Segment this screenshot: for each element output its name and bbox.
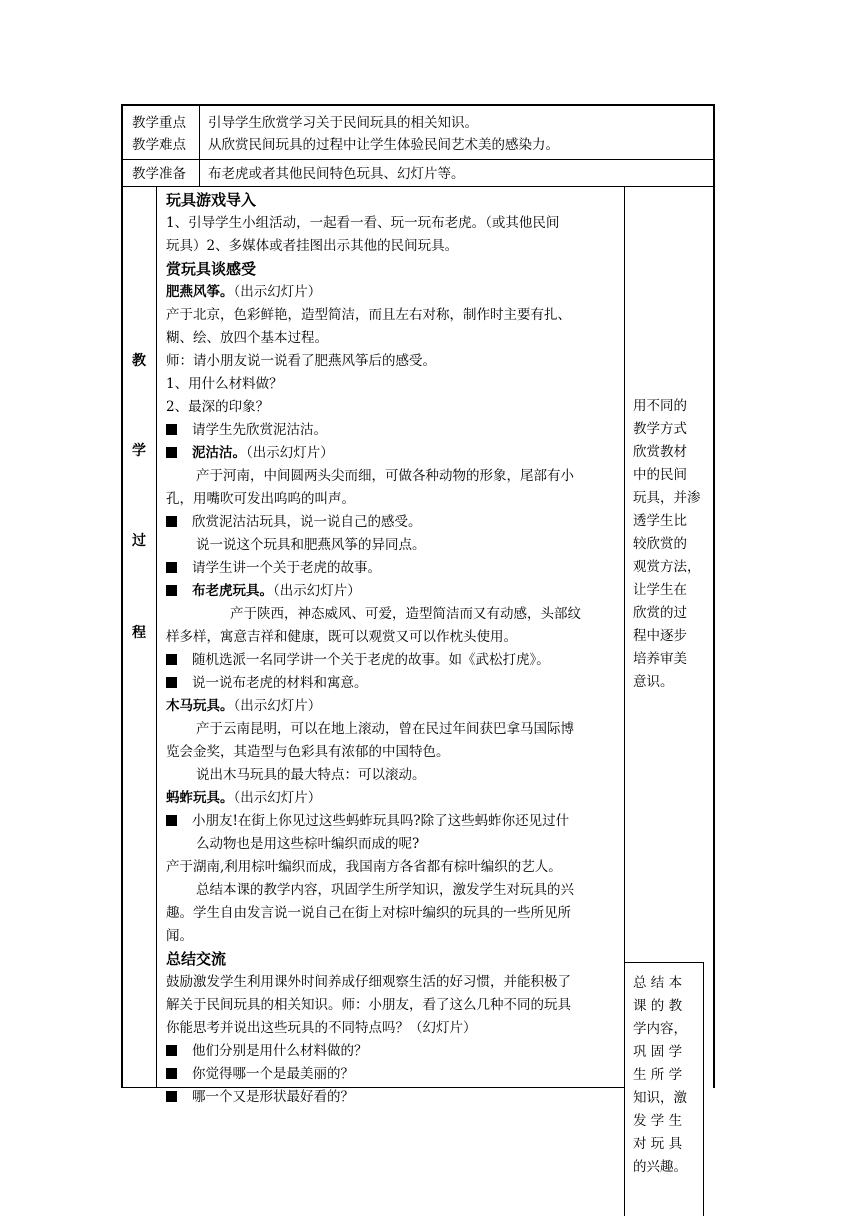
horse-line-3: 说出木马玩具的最大特点：可以滚动。	[196, 767, 426, 783]
note-line: 的兴趣。	[633, 1159, 687, 1175]
bullet-square-icon	[166, 1045, 177, 1056]
note-line: 较欣赏的	[633, 536, 687, 552]
kite-note: （出示幻灯片）	[233, 284, 322, 300]
note2-box-left	[624, 962, 625, 1216]
process-label-char-3: 过	[132, 533, 146, 549]
section1-line-2: 玩具）2、多媒体或者挂图出示其他的民间玩具。	[166, 238, 459, 254]
teacher-ask: 师：请小朋友说一说看了肥燕风筝后的感受。	[166, 353, 436, 369]
table-top-border	[121, 104, 715, 106]
bullet-square-icon	[166, 1068, 177, 1079]
process-label-char-1: 教	[132, 353, 146, 369]
grasshopper-line: 产于湖南,利用棕叶编织而成，我国南方各省都有棕叶编织的艺人。	[166, 859, 562, 875]
note-line: 用不同的	[633, 398, 687, 414]
bullet-item-10	[166, 1063, 354, 1085]
bullet-item-6	[166, 649, 550, 671]
section3-line-2: 解关于民间玩具的相关知识。师：小朋友，看了这么几种不同的玩具	[166, 997, 571, 1013]
summary-line-1: 总结本课的教学内容，巩固学生所学知识，激发学生对玩具的兴	[196, 882, 574, 898]
summary-line-2: 趣。学生自由发言说一说自己在街上对棕叶编织的玩具的一些所见所	[166, 905, 571, 921]
notes-column-divider	[624, 186, 625, 962]
grasshopper-note: （出示幻灯片）	[233, 790, 322, 806]
note-line: 程中逐步	[633, 628, 687, 644]
kite-line-2: 糊、绘、放四个基本过程。	[166, 330, 328, 346]
prep-text: 布老虎或者其他民间特色玩具、幻灯片等。	[208, 166, 465, 182]
question-1: 1、用什么材料做？	[166, 376, 283, 392]
bullet-square-icon	[166, 585, 177, 596]
bullet-square-icon	[166, 654, 177, 665]
table-right-border	[713, 104, 715, 1088]
note-line: 让学生在	[633, 582, 687, 598]
bullet-square-icon	[166, 677, 177, 688]
clay-note: （出示幻灯片）	[246, 445, 334, 461]
header-row-line	[121, 159, 715, 160]
grasshopper-heading	[166, 787, 321, 809]
bullet-text: 请学生讲一个关于老虎的故事。	[192, 560, 381, 576]
process-label-divider	[156, 186, 157, 1088]
tiger-line-2: 样多样，寓意吉祥和健康，既可以观赏又可以作枕头使用。	[166, 629, 517, 645]
horse-note: （出示幻灯片）	[233, 698, 322, 714]
prep-row-bottom	[121, 186, 715, 187]
note-line: 对 玩 具	[633, 1136, 683, 1152]
note2-box-top	[624, 962, 704, 963]
question-2: 2、最深的印象？	[166, 399, 270, 415]
bullet-square-icon	[166, 447, 177, 458]
bullet-square-icon	[166, 562, 177, 573]
section3-line-3: 你能思考并说出这些玩具的不同特点吗？（幻灯片）	[166, 1020, 477, 1036]
clay-line-1: 产于河南，中间圆两头尖而细，可做各种动物的形象，尾部有小	[196, 468, 574, 484]
grasshopper-title: 蚂蚱玩具。	[166, 790, 234, 806]
bullet-item-9	[166, 1040, 368, 1062]
bullet-item-4	[166, 557, 381, 579]
bullet-item-2	[166, 442, 334, 464]
clay-title: 泥沽沽。	[192, 445, 246, 461]
difficulty-text: 从欣赏民间玩具的过程中让学生体验民间艺术美的感染力。	[208, 137, 559, 153]
section-title-appreciate: 赏玩具谈感受	[166, 260, 257, 278]
section-title-toy-game: 玩具游戏导入	[166, 191, 257, 209]
bullet-square-icon	[166, 516, 177, 527]
note-line: 欣赏的过	[633, 605, 687, 621]
section1-line-1: 1、引导学生小组活动，一起看一看、玩一玩布老虎。（或其他民间	[166, 215, 560, 231]
note2-box-right	[703, 962, 704, 1216]
bullet-text: 随机选派一名同学讲一个关于老虎的故事。如《武松打虎》。	[192, 652, 550, 668]
note-line: 教学方式	[633, 421, 687, 437]
bullet-text: 请学生先欣赏泥沽沽。	[192, 422, 327, 438]
horse-title: 木马玩具。	[166, 698, 234, 714]
bullet-item-5	[166, 580, 361, 602]
kite-heading	[166, 281, 321, 303]
note-line: 玩具，并渗	[633, 490, 701, 506]
process-label-char-2: 学	[132, 443, 146, 459]
note-line: 培养审美	[633, 651, 687, 667]
note-line: 学内容，	[633, 1021, 687, 1037]
bullet-text: 哪一个又是形状最好看的？	[192, 1089, 354, 1105]
tiger-title: 布老虎玩具。	[192, 583, 273, 599]
kite-title: 肥燕风筝。	[166, 284, 234, 300]
bullet-text: 小朋友!在街上你见过这些蚂蚱玩具吗?除了这些蚂蚱你还见过什	[192, 813, 570, 829]
kite-line-1: 产于北京，色彩鲜艳，造型简洁，而且左右对称，制作时主要有扎、	[166, 307, 571, 323]
bullet-square-icon	[166, 424, 177, 435]
note-line: 课 的 教	[633, 998, 683, 1014]
clay-line-2: 孔，用嘴吹可发出呜呜的叫声。	[166, 491, 355, 507]
bullet-item-3	[166, 511, 422, 533]
bullet-item-11	[166, 1086, 354, 1108]
note-line: 透学生比	[633, 513, 687, 529]
note-line: 中的民间	[633, 467, 687, 483]
tiger-note: （出示幻灯片）	[273, 583, 361, 599]
section-title-summary: 总结交流	[166, 950, 227, 968]
bullet-text: 说一说布老虎的材料和寓意。	[192, 675, 368, 691]
horse-line-1: 产于云南昆明，可以在地上滚动，曾在民过年间获巴拿马国际博	[196, 721, 574, 737]
section3-line-1: 鼓励激发学生利用课外时间养成仔细观察生活的好习惯，并能积极了	[166, 974, 571, 990]
bullet-item-7	[166, 672, 368, 694]
bullet-square-icon	[166, 1091, 177, 1102]
horse-heading	[166, 695, 321, 717]
compare-line: 说一说这个玩具和肥燕风筝的异同点。	[196, 537, 426, 553]
note-line: 知识，激	[633, 1090, 687, 1106]
note-line: 意识。	[633, 674, 674, 690]
note-line: 生 所 学	[633, 1067, 683, 1083]
difficulty-label: 教学难点	[132, 137, 186, 153]
summary-line-3: 闻。	[166, 928, 193, 944]
bullet-square-icon	[166, 815, 177, 826]
table-left-border	[121, 104, 123, 1088]
note-line: 发 学 生	[633, 1113, 683, 1129]
note-line: 总 结 本	[633, 975, 683, 991]
note-line: 巩 固 学	[633, 1044, 683, 1060]
focus-text: 引导学生欣赏学习关于民间玩具的相关知识。	[208, 115, 478, 131]
note-line: 观赏方法，	[633, 559, 701, 575]
bullet-text: 欣赏泥沽沽玩具，说一说自己的感受。	[192, 514, 422, 530]
bullet-item-8-cont: 么动物也是用这些棕叶编织而成的呢?	[196, 836, 420, 852]
horse-line-2: 览会金奖，其造型与色彩具有浓郁的中国特色。	[166, 744, 450, 760]
header-divider	[199, 105, 200, 187]
prep-label: 教学准备	[132, 166, 186, 182]
tiger-line-1: 产于陕西，神态威风、可爱，造型简洁而又有动感，头部纹	[230, 606, 581, 622]
bullet-text: 他们分别是用什么材料做的？	[192, 1043, 368, 1059]
bullet-item-8	[166, 810, 569, 832]
focus-label: 教学重点	[132, 115, 186, 131]
note-line: 欣赏教材	[633, 444, 687, 460]
bullet-item-1	[166, 419, 327, 441]
bullet-text: 你觉得哪一个是最美丽的？	[192, 1066, 354, 1082]
process-label-char-4: 程	[132, 625, 146, 641]
